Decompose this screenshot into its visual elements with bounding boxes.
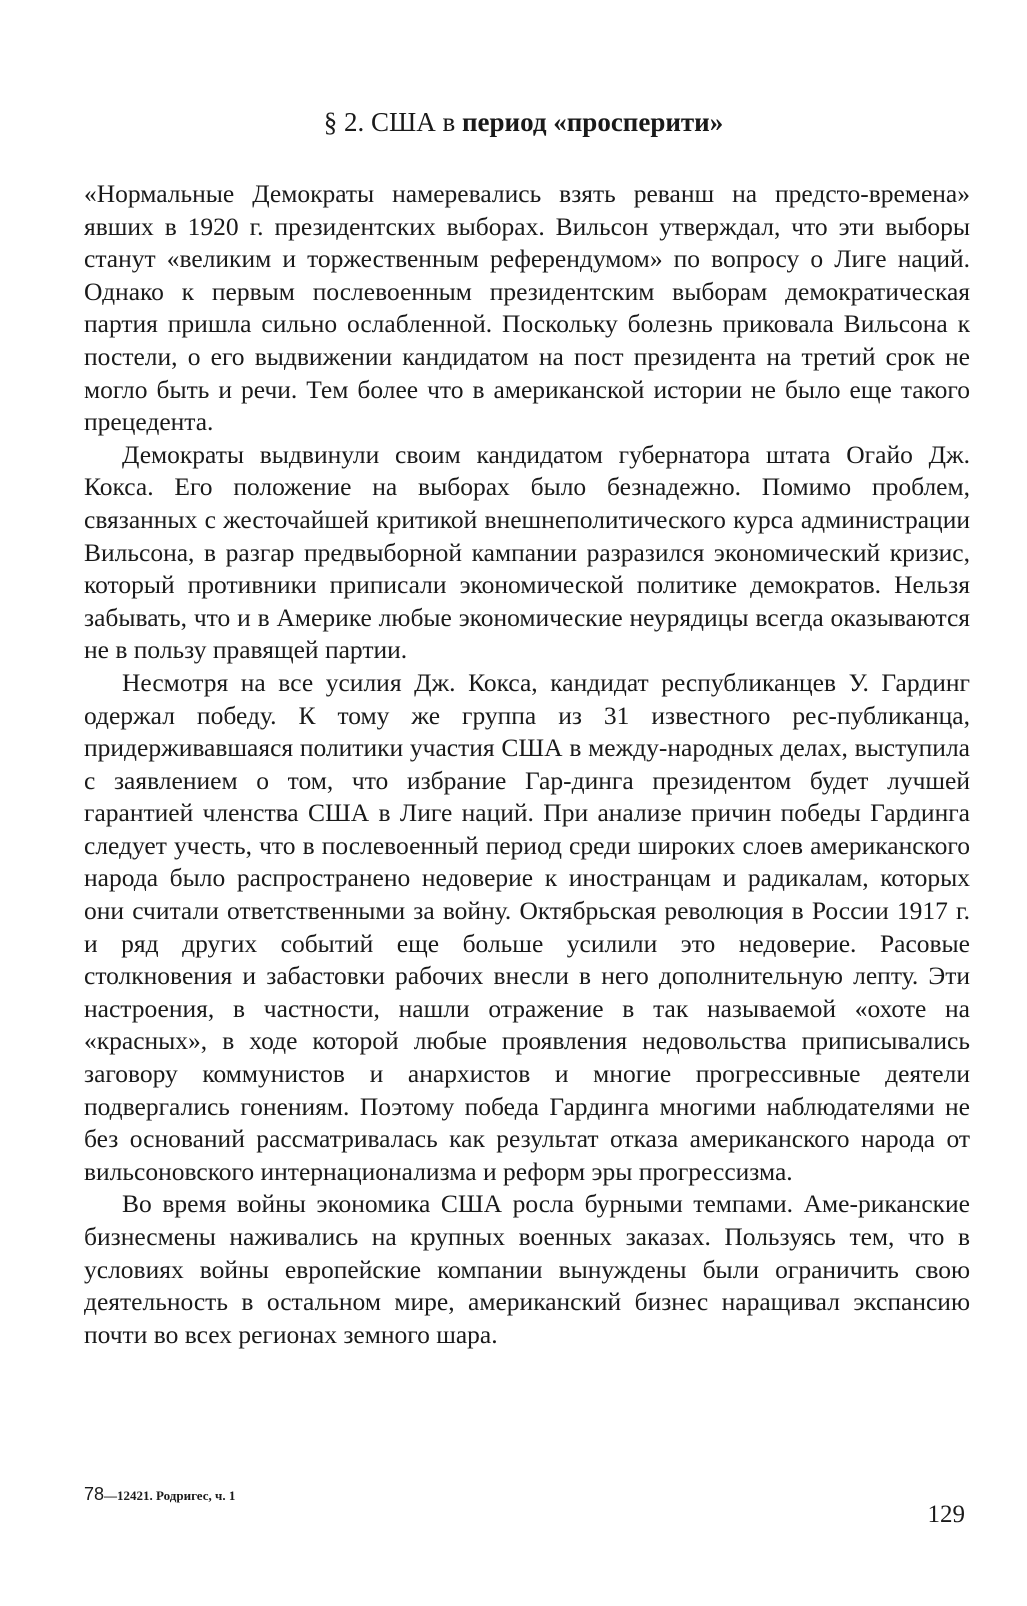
section-title-normal: США в xyxy=(371,107,456,137)
paragraph-1: «Нормальные Демократы намеревались взять реванш на предсто-времена» явших в 1920 г. президентских выборах. Вильсон утверждал, что эти выборы станут «великим и торжественным референдумом» по вопросу о Лиге наций. Однако к первым послевоенным президентским выборам демократическая партия пришла сильно ослабленной. Поскольку болезнь приковала Вильсона к постели, о его выдвижении кандидатом на пост президента на третий срок не могло быть и речи. Тем более что в американской истории не было еще такого прецедента. xyxy=(84,179,970,437)
paragraph-2: Демократы выдвинули своим кандидатом губернатора штата Огайо Дж. Кокса. Его положение на выборах было безнадежно. Помимо проблем, связанных с жесточайшей критикой внешнеполитического курса администрации Вильсона, в разгар предвыборной кампании разразился экономический кризис, который противники приписали экономической политике демократов. Нельзя забывать, что и в Америке любые экономические неурядицы всегда оказываются не в пользу правящей партии. xyxy=(84,439,970,665)
printer-signature xyxy=(84,1484,235,1506)
paragraph-4: Во время войны экономика США росла бурными темпами. Аме-риканские бизнесмены наживались на крупных военных заказах. Пользуясь тем, что в условиях войны европейские компании вынуждены были ограничить свою деятельность в остальном мире, американский бизнес наращивал экспансию почти во всех регионах земного шара. xyxy=(84,1189,970,1349)
signature-text: —12421. Родригес, ч. 1 xyxy=(104,1488,236,1503)
paragraph-3: Несмотря на все усилия Дж. Кокса, кандидат республиканцев У. Гардинг одержал победу. К тому же группа из 31 известного рес-публиканца, придерживавшаяся политики участия США в между-народных делах, выступила с заявлением о том, что избрание Гар-динга президентом будет лучшей гарантией членства США в Лиге наций. При анализе причин победы Гардинга следует учесть, что в послевоенный период среди широких слоев американского народа было распространено недоверие к иностранцам и радикалам, которых они считали ответственными за войну. Октябрьская революция в России 1917 г. и ряд других событий еще больше усилили это недоверие. Расовые столкновения и забастовки рабочих внесли в него дополнительную лепту. Эти настроения, в частности, нашли отражение в так называемой «охоте на «красных», в ходе которой любые проявления недовольства приписывались заговору коммунистов и анархистов и многие прогрессивные деятели подвергались гонениям. Поэтому победа Гардинга многими наблюдателями не без оснований рассматривалась как результат отказа американского народа от вильсоновского интернационализма и реформ эры прогрессизма. xyxy=(84,667,970,1186)
body-text xyxy=(84,178,970,1351)
signature-number: 78 xyxy=(84,1484,105,1504)
section-number: § 2. xyxy=(323,107,365,137)
section-heading xyxy=(0,104,1027,140)
section-title-bold: период «просперити» xyxy=(462,107,724,137)
page-number: 129 xyxy=(927,1501,965,1528)
